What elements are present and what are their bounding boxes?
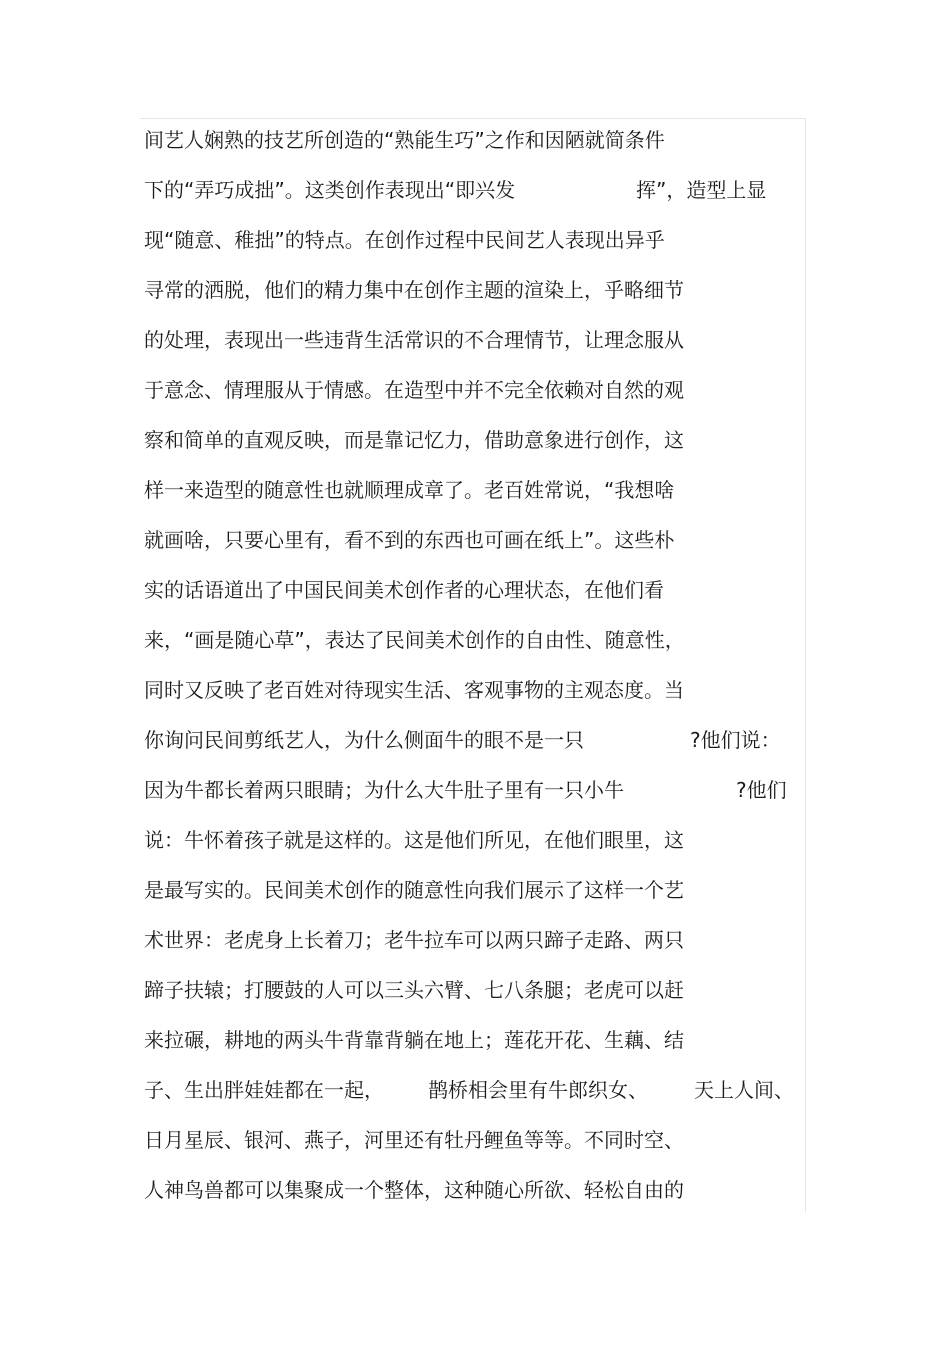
text-segment: 同时又反映了老百姓对待现实生活、客观事物的主观态度。当 — [144, 678, 684, 702]
text-segment: ?他们 — [736, 778, 787, 802]
text-segment: 子、生出胖娃娃都在一起， — [144, 1078, 384, 1102]
text-segment: 天上人间、 — [694, 1078, 794, 1102]
text-segment: 蹄子扶辕；打腰鼓的人可以三头六臂、七八条腿；老虎可以赶 — [144, 978, 684, 1002]
text-segment: 日月星辰、银河、燕子，河里还有牡丹鲤鱼等等。不同时空、 — [144, 1128, 684, 1152]
text-segment: 实的话语道出了中国民间美术创作者的心理状态，在他们看 — [144, 578, 664, 602]
text-segment: 的处理，表现出一些违背生活常识的不合理情节，让理念服从 — [144, 328, 684, 352]
text-segment: 来拉碾，耕地的两头牛背靠背躺在地上；莲花开花、生藕、结 — [144, 1028, 684, 1052]
text-segment: 间艺人娴熟的技艺所创造的“熟能生巧”之作和因陋就简条件 — [144, 128, 665, 152]
text-segment: 挥”，造型上显 — [636, 178, 767, 202]
text-segment: 现“随意、稚拙”的特点。在创作过程中民间艺人表现出异乎 — [144, 228, 665, 252]
text-segment: 术世界：老虎身上长着刀；老牛拉车可以两只蹄子走路、两只 — [144, 928, 684, 952]
text-segment: 说：牛怀着孩子就是这样的。这是他们所见，在他们眼里，这 — [144, 828, 684, 852]
text-segment: 因为牛都长着两只眼睛；为什么大牛肚子里有一只小牛 — [144, 778, 624, 802]
text-segment: 你询问民间剪纸艺人，为什么侧面牛的眼不是一只 — [144, 728, 584, 752]
text-segment: 于意念、情理服从于情感。在造型中并不完全依赖对自然的观 — [144, 378, 684, 402]
text-segment: 寻常的洒脱，他们的精力集中在创作主题的渲染上，乎略细节 — [144, 278, 684, 302]
text-segment: 察和简单的直观反映，而是靠记忆力，借助意象进行创作，这 — [144, 428, 684, 452]
text-segment: 下的“弄巧成拙”。这类创作表现出“即兴发 — [144, 178, 516, 202]
text-segment: 人神鸟兽都可以集聚成一个整体，这种随心所欲、轻松自由的 — [144, 1178, 684, 1202]
text-segment: ?他们说： — [690, 728, 781, 752]
text-segment: 来，“画是随心草”，表达了民间美术创作的自由性、随意性， — [144, 628, 685, 652]
text-segment: 就画啥，只要心里有，看不到的东西也可画在纸上”。这些朴 — [144, 528, 675, 552]
text-segment: 鹊桥相会里有牛郎织女、 — [428, 1078, 648, 1102]
text-segment: 样一来造型的随意性也就顺理成章了。老百姓常说，“我想啥 — [144, 478, 675, 502]
text-segment: 是最写实的。民间美术创作的随意性向我们展示了这样一个艺 — [144, 878, 684, 902]
